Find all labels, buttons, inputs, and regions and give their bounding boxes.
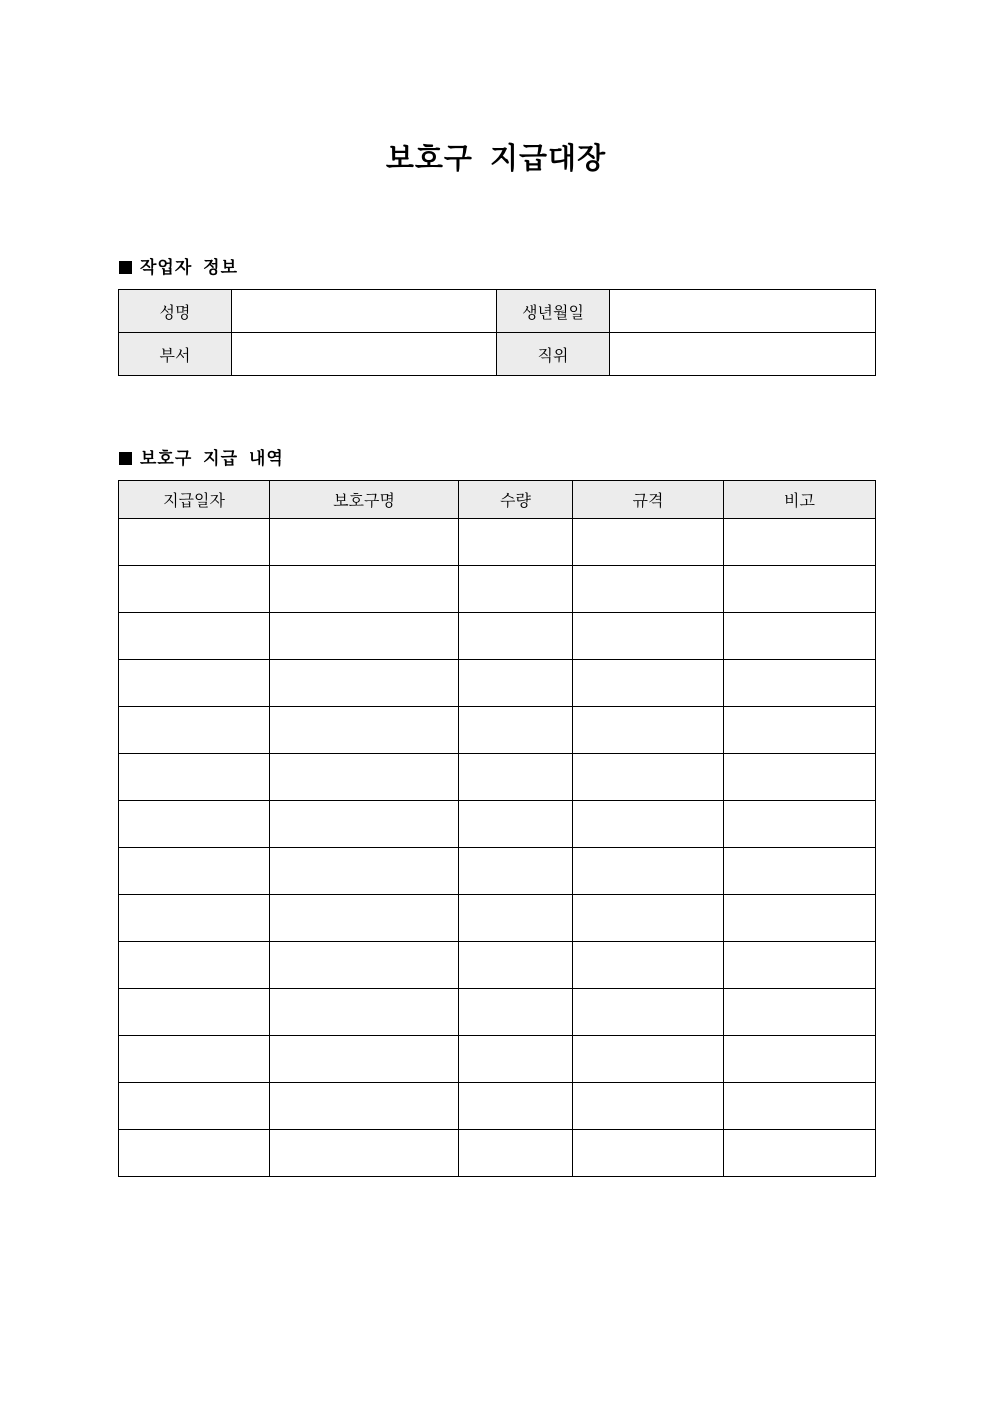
table-row (119, 754, 876, 801)
remarks-cell[interactable] (724, 942, 876, 989)
table-row (119, 895, 876, 942)
quantity-cell[interactable] (459, 1083, 573, 1130)
equipment-name-cell[interactable] (270, 754, 459, 801)
name-field[interactable] (232, 290, 497, 333)
issue-date-cell[interactable] (119, 660, 270, 707)
remarks-cell[interactable] (724, 989, 876, 1036)
name-label: 성명 (119, 290, 232, 333)
equipment-name-cell[interactable] (270, 613, 459, 660)
equipment-name-cell[interactable] (270, 1130, 459, 1177)
quantity-cell[interactable] (459, 1130, 573, 1177)
position-field[interactable] (610, 333, 876, 376)
issue-date-cell[interactable] (119, 1036, 270, 1083)
worker-info-row (119, 333, 876, 376)
specification-cell[interactable] (573, 660, 724, 707)
specification-cell[interactable] (573, 942, 724, 989)
quantity-cell[interactable] (459, 566, 573, 613)
equipment-name-cell[interactable] (270, 707, 459, 754)
table-row (119, 613, 876, 660)
issue-date-cell[interactable] (119, 754, 270, 801)
issue-date-cell[interactable] (119, 801, 270, 848)
issue-date-cell[interactable] (119, 519, 270, 566)
specification-cell[interactable] (573, 989, 724, 1036)
specification-cell[interactable] (573, 801, 724, 848)
issue-date-cell[interactable] (119, 1083, 270, 1130)
specification-cell[interactable] (573, 519, 724, 566)
table-row (119, 1036, 876, 1083)
specification-cell[interactable] (573, 1083, 724, 1130)
equipment-name-cell[interactable] (270, 1036, 459, 1083)
column-header-issue-date: 지급일자 (119, 481, 270, 519)
quantity-cell[interactable] (459, 613, 573, 660)
worker-info-row (119, 290, 876, 333)
table-row (119, 519, 876, 566)
equipment-name-cell[interactable] (270, 848, 459, 895)
remarks-cell[interactable] (724, 754, 876, 801)
square-bullet-icon (119, 261, 132, 274)
birthdate-label: 생년월일 (497, 290, 610, 333)
issue-date-cell[interactable] (119, 942, 270, 989)
remarks-cell[interactable] (724, 1083, 876, 1130)
issue-history-header-row (119, 481, 876, 519)
worker-info-heading (119, 253, 238, 278)
specification-cell[interactable] (573, 1130, 724, 1177)
birthdate-field[interactable] (610, 290, 876, 333)
specification-cell[interactable] (573, 895, 724, 942)
issue-history-body (119, 519, 876, 1177)
quantity-cell[interactable] (459, 942, 573, 989)
table-row (119, 660, 876, 707)
issue-date-cell[interactable] (119, 613, 270, 660)
issue-history-heading-text: 보호구 지급 내역 (140, 449, 284, 469)
remarks-cell[interactable] (724, 1036, 876, 1083)
column-header-remarks: 비고 (724, 481, 876, 519)
position-label: 직위 (497, 333, 610, 376)
square-bullet-icon (119, 452, 132, 465)
specification-cell[interactable] (573, 613, 724, 660)
column-header-specification: 규격 (573, 481, 724, 519)
quantity-cell[interactable] (459, 660, 573, 707)
worker-info-heading-text: 작업자 정보 (140, 258, 239, 278)
column-header-quantity: 수량 (459, 481, 573, 519)
table-row (119, 707, 876, 754)
issue-history-heading (119, 444, 284, 469)
equipment-name-cell[interactable] (270, 801, 459, 848)
table-row (119, 801, 876, 848)
quantity-cell[interactable] (459, 519, 573, 566)
remarks-cell[interactable] (724, 1130, 876, 1177)
equipment-name-cell[interactable] (270, 895, 459, 942)
equipment-name-cell[interactable] (270, 660, 459, 707)
worker-info-table (118, 289, 876, 376)
equipment-name-cell[interactable] (270, 942, 459, 989)
quantity-cell[interactable] (459, 989, 573, 1036)
page-title: 보호구 지급대장 (385, 141, 607, 175)
equipment-name-cell[interactable] (270, 566, 459, 613)
issue-date-cell[interactable] (119, 1130, 270, 1177)
specification-cell[interactable] (573, 1036, 724, 1083)
quantity-cell[interactable] (459, 754, 573, 801)
quantity-cell[interactable] (459, 895, 573, 942)
remarks-cell[interactable] (724, 801, 876, 848)
table-row (119, 848, 876, 895)
specification-cell[interactable] (573, 848, 724, 895)
quantity-cell[interactable] (459, 1036, 573, 1083)
issue-date-cell[interactable] (119, 989, 270, 1036)
remarks-cell[interactable] (724, 660, 876, 707)
table-row (119, 989, 876, 1036)
specification-cell[interactable] (573, 754, 724, 801)
remarks-cell[interactable] (724, 519, 876, 566)
column-header-equipment-name: 보호구명 (270, 481, 459, 519)
department-field[interactable] (232, 333, 497, 376)
remarks-cell[interactable] (724, 707, 876, 754)
remarks-cell[interactable] (724, 613, 876, 660)
table-row (119, 942, 876, 989)
quantity-cell[interactable] (459, 707, 573, 754)
issue-date-cell[interactable] (119, 895, 270, 942)
equipment-name-cell[interactable] (270, 1083, 459, 1130)
issue-date-cell[interactable] (119, 566, 270, 613)
issue-date-cell[interactable] (119, 848, 270, 895)
remarks-cell[interactable] (724, 566, 876, 613)
table-row (119, 566, 876, 613)
table-row (119, 1083, 876, 1130)
specification-cell[interactable] (573, 707, 724, 754)
quantity-cell[interactable] (459, 801, 573, 848)
department-label: 부서 (119, 333, 232, 376)
table-row (119, 1130, 876, 1177)
specification-cell[interactable] (573, 566, 724, 613)
equipment-name-cell[interactable] (270, 519, 459, 566)
remarks-cell[interactable] (724, 848, 876, 895)
remarks-cell[interactable] (724, 895, 876, 942)
quantity-cell[interactable] (459, 848, 573, 895)
issue-date-cell[interactable] (119, 707, 270, 754)
equipment-name-cell[interactable] (270, 989, 459, 1036)
issue-history-table (118, 480, 876, 1177)
